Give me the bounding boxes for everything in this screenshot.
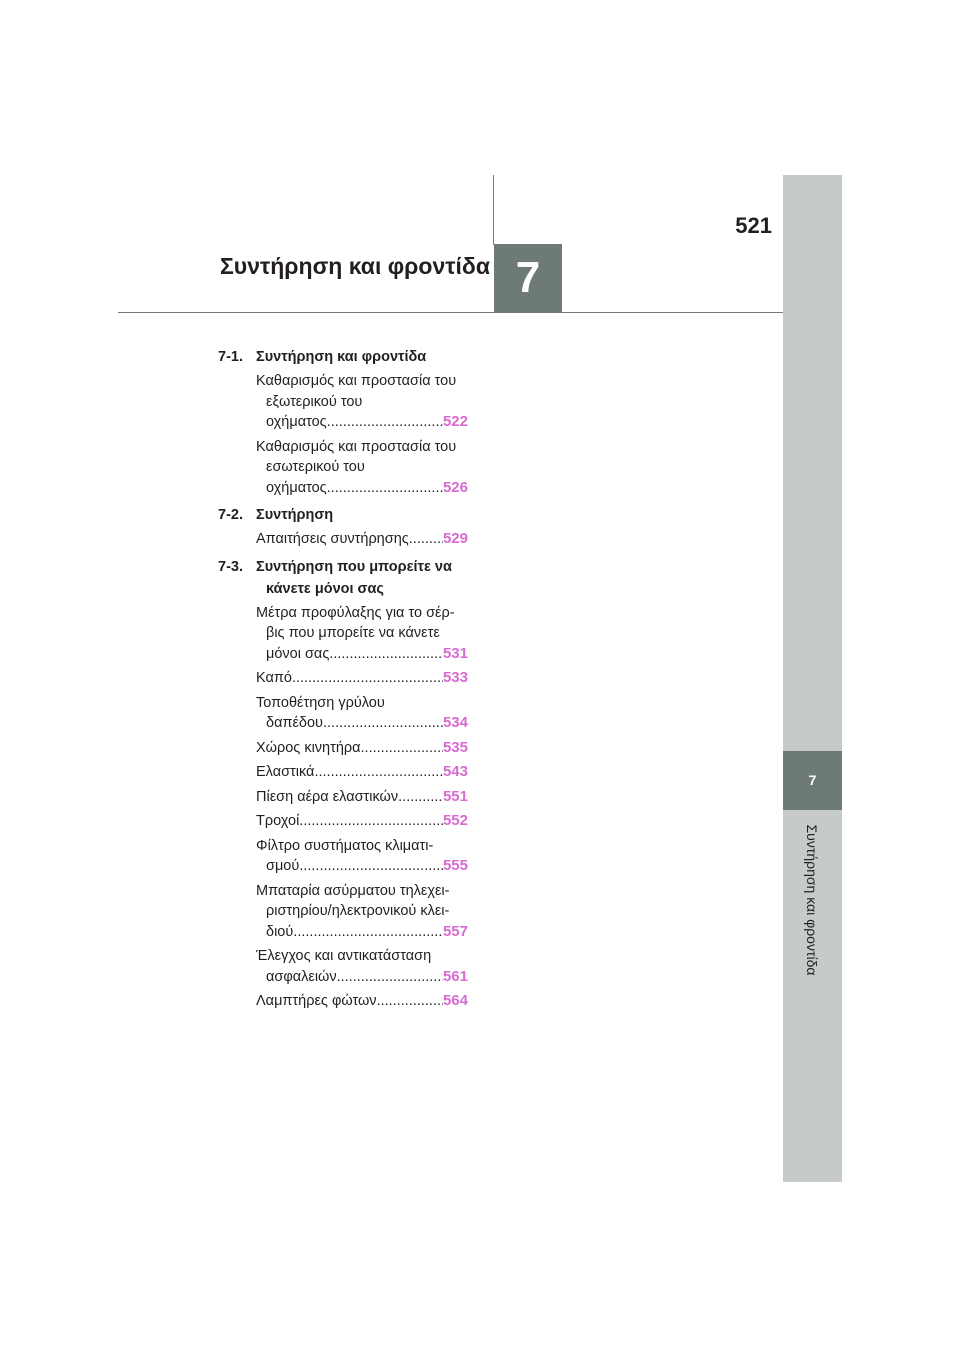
section-title [256,556,468,600]
entry-line: Λαμπτήρες φώτων [256,993,377,1009]
toc-entry[interactable] [256,371,468,433]
entry-line: Τοποθέτηση γρύλου [256,694,385,711]
section-title-line: Συντήρηση που μπορείτε να [256,558,452,575]
section-title-line: Συντήρηση και φροντίδα [256,349,427,365]
entry-line: Καπό [256,670,292,686]
dot-leader [327,412,443,433]
page-link[interactable]: 526 [442,478,468,496]
toc-entry[interactable] [256,738,468,759]
dot-leader [377,991,443,1012]
entry-line: Απαιτήσεις συντήρησης [256,531,409,547]
chapter-title: Συντήρηση και φροντίδα [220,253,490,279]
dot-leader [398,787,443,808]
entry-line: σμού [266,858,300,874]
page-link[interactable]: 533 [442,669,468,686]
entry-line: ριστηρίου/ηλεκτρονικού κλει- [266,903,450,919]
page-link[interactable]: 551 [442,787,468,805]
section-number: 7-1. [218,349,243,365]
section-title [256,346,468,368]
toc-entry[interactable] [256,881,468,943]
chapter-number-box: 7 [494,244,562,312]
toc-entry[interactable] [256,762,468,783]
dot-leader [337,967,443,988]
toc-section-7-2 [218,504,468,526]
page-link[interactable]: 531 [442,644,468,662]
entry-line: Ελαστικά [256,764,315,780]
toc-entry[interactable] [256,836,468,877]
header-horizontal-rule [118,312,783,313]
toc-entry[interactable] [256,946,468,987]
entry-line: εξωτερικού του [266,393,363,410]
entry-line: Καθαρισμός και προστασία του [256,373,457,389]
toc-entry[interactable] [256,668,468,689]
page-link[interactable]: 543 [442,763,468,780]
dot-leader [329,644,443,665]
dot-leader [323,713,443,734]
dot-leader [409,529,443,550]
entry-line: Έλεγχος και αντικατάσταση [256,948,432,964]
page-link[interactable]: 561 [442,967,468,985]
entry-line: διού [266,923,294,940]
entry-line: Χώρος κινητήρα [256,739,361,756]
toc-entry[interactable] [256,437,468,499]
page-link[interactable]: 555 [442,857,468,874]
page-link[interactable]: 529 [442,530,468,547]
side-tab-label: Συντήρηση και φροντίδα [804,824,820,976]
dot-leader [292,668,443,689]
toc-entry[interactable] [256,991,468,1012]
toc-entry[interactable] [256,811,468,832]
page-number: 521 [735,213,772,238]
dot-leader [299,811,443,832]
toc-entry[interactable] [256,693,468,734]
toc-entry[interactable] [256,603,468,665]
entry-line: δαπέδου [266,715,323,731]
toc-entry[interactable] [256,787,468,808]
page-link[interactable]: 557 [442,922,468,940]
entry-line: ασφαλειών [266,968,337,985]
header-vertical-rule [493,175,494,245]
section-title-line: Συντήρηση [256,507,334,523]
section-number: 7-3. [218,558,243,575]
entry-line: Φίλτρο συστήματος κλιματι- [256,837,434,854]
entry-line: Πίεση αέρα ελαστικών [256,788,399,805]
page-link[interactable]: 552 [442,812,468,829]
entry-line: βις που μπορείτε να κάνετε [266,625,440,641]
entry-line: μόνοι σας [266,645,330,662]
section-title-line: κάνετε μόνοι σας [266,580,384,597]
toc-section-7-3 [218,556,468,600]
entry-line: Τροχοί [256,813,300,829]
section-title [256,504,468,526]
section-number: 7-2. [218,507,243,523]
dot-leader [361,738,443,759]
entry-line: Καθαρισμός και προστασία του [256,438,457,455]
dot-leader [314,762,443,783]
entry-line: εσωτερικού του [266,459,365,475]
page-link[interactable]: 535 [442,738,468,756]
dot-leader [327,478,443,499]
dot-leader [299,856,443,877]
page-link[interactable]: 564 [442,992,468,1009]
table-of-contents [218,346,468,1016]
dot-leader [293,922,443,943]
page-link[interactable]: 534 [442,714,468,731]
entry-line: Μέτρα προφύλαξης για το σέρ- [256,604,455,621]
side-thumb-tab [783,175,842,1182]
entry-line: Μπαταρία ασύρματου τηλεχει- [256,882,450,899]
toc-section-7-1 [218,346,468,368]
page-link[interactable]: 522 [442,413,468,430]
entry-line: οχήματος [266,414,327,430]
entry-line: οχήματος [266,479,327,496]
side-tab-number[interactable]: 7 [783,751,842,810]
toc-entry[interactable] [256,529,468,550]
